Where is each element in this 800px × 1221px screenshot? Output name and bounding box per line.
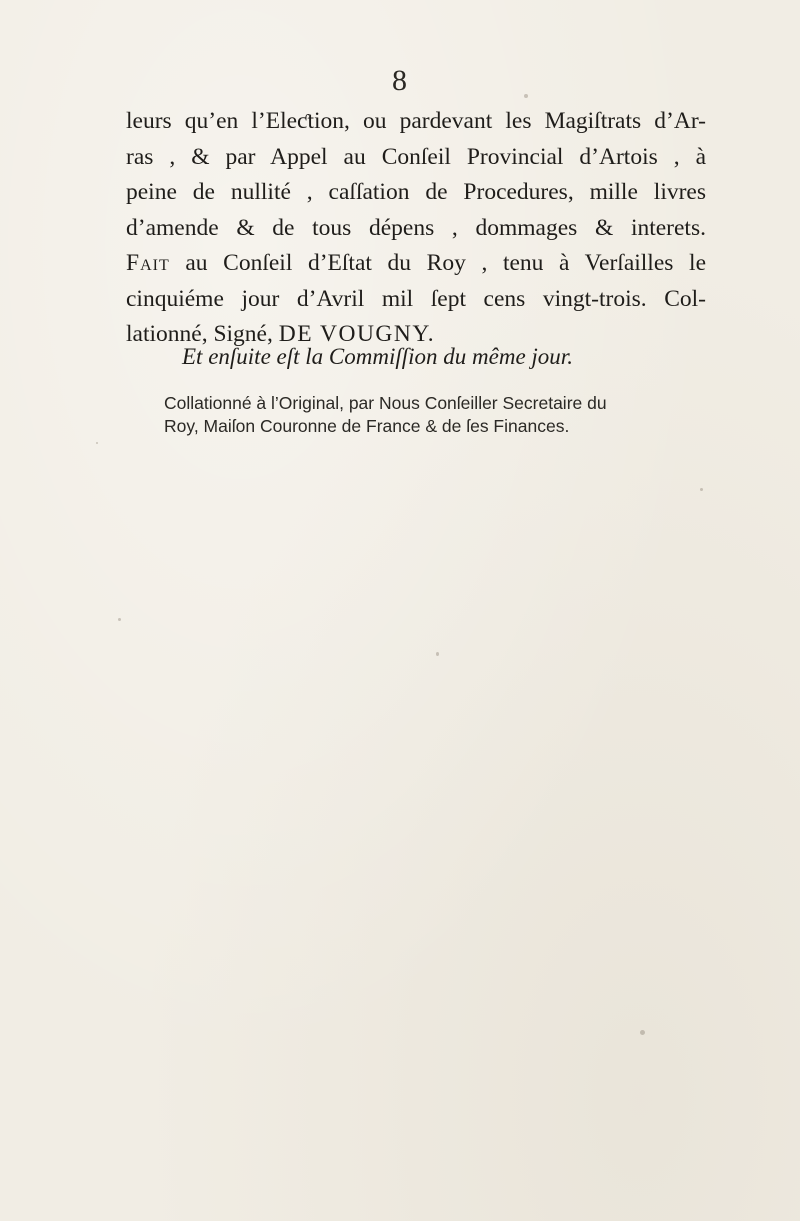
page-number: 8	[392, 64, 408, 97]
collation-line-2: Roy, Maiſon Couronne de France & de ſes Finances.	[164, 416, 570, 436]
paper-speck	[524, 94, 528, 98]
body-line-2: ras , & par Appel au Conſeil Provincial d’Artois , à	[126, 143, 706, 170]
body-line-5-text: au Conſeil d’Eſtat du Roy , tenu à Verſailles le	[185, 250, 706, 276]
paper-speck	[118, 618, 121, 621]
signature-name: DE VOUGNY.	[278, 321, 436, 347]
body-line-5	[126, 246, 706, 282]
body-line-6: cinquiéme jour d’Avril mil ſept cens vingt-trois. Col-	[126, 285, 706, 312]
body-line-1: leurs qu’en l’Eleƈtion, ou pardevant les Magiſtrats d’Ar-	[126, 108, 706, 134]
fait-word: Fait	[126, 250, 170, 276]
body-line-4: d’amende & de tous dépens , dommages & interets.	[126, 214, 706, 241]
collation-line-1: Collationné à l’Original, par Nous Conſeiller Secretaire du	[164, 393, 607, 413]
paper-speck	[640, 1030, 645, 1035]
paper-speck	[700, 488, 703, 491]
paper-speck	[436, 652, 439, 656]
body-paragraph	[126, 104, 706, 353]
paper-speck	[96, 442, 98, 444]
collation-note	[164, 392, 724, 438]
body-line-3: peine de nullité , caſſation de Procedures, mille livres	[126, 179, 706, 205]
commission-heading: Et enſuite eſt la Commiſſion du même jour.	[182, 344, 573, 369]
body-line-7-text: lationné, Signé,	[126, 321, 273, 347]
